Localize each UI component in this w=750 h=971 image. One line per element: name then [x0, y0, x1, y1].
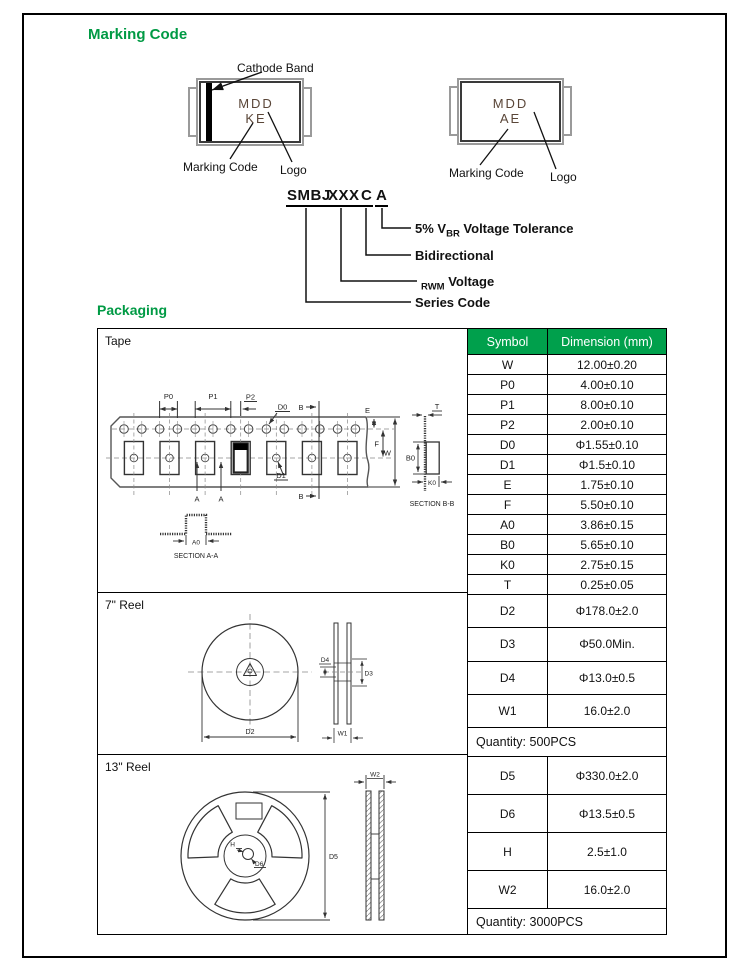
dimension-cell: 2.5±1.0	[587, 844, 627, 859]
dimension-cell: 16.0±2.0	[583, 882, 631, 897]
symbol-cell: P1	[468, 395, 548, 414]
dimension-cell: 2.75±0.15	[580, 557, 634, 572]
tape-label-e: E	[364, 406, 370, 415]
reel7-label-w1: W1	[337, 730, 348, 738]
symbol-cell: F	[468, 495, 548, 514]
dimension-cell: Φ50.0Min.	[579, 637, 635, 652]
tolerance-legend-sub: BR	[446, 228, 460, 240]
left-component-marking-text: KE	[245, 111, 267, 126]
dimension-cell: 8.00±0.10	[580, 397, 634, 412]
tape-rows-section	[468, 354, 666, 594]
table-row	[468, 832, 666, 870]
symbol-cell: D6	[468, 795, 548, 832]
tape-label-t: T	[434, 402, 440, 411]
dimension-table	[467, 328, 667, 935]
table-row	[468, 594, 666, 627]
tape-label-k0: K0	[428, 480, 436, 487]
reel13-label-d6: D6	[255, 861, 264, 868]
tape-label-d1: D1	[276, 471, 286, 480]
symbol-cell: P2	[468, 415, 548, 434]
table-row	[468, 694, 666, 727]
marking-connector-lines	[0, 0, 750, 320]
left-logo-label: Logo	[280, 163, 307, 177]
reel7-diagram	[98, 593, 467, 754]
tape-label-a-left: A	[194, 494, 200, 504]
tape-label-d0: D0	[277, 402, 288, 412]
left-marking-code-label: Marking Code	[183, 160, 258, 174]
symbol-cell: B0	[468, 535, 548, 554]
table-row	[468, 494, 666, 514]
tape-label-a0: A0	[192, 539, 200, 547]
reel7-rows-section	[468, 594, 666, 727]
table-row	[468, 870, 666, 908]
reel13-cell	[97, 754, 468, 935]
symbol-cell: D1	[468, 455, 548, 474]
table-row	[468, 574, 666, 594]
tape-label-section-aa: SECTION A-A	[173, 553, 219, 560]
table-row	[468, 514, 666, 534]
symbol-cell: W	[468, 355, 548, 374]
tape-label-b-top: B	[298, 403, 304, 412]
symbol-cell: K0	[468, 555, 548, 574]
symbol-cell: W1	[468, 695, 548, 727]
symbol-cell: W2	[468, 871, 548, 908]
table-row	[468, 474, 666, 494]
cathode-band-label: Cathode Band	[237, 61, 314, 75]
part-number-voltage: XXX	[327, 187, 361, 207]
table-row	[468, 534, 666, 554]
tape-cell	[97, 328, 468, 593]
symbol-cell: T	[468, 575, 548, 594]
symbol-cell: P0	[468, 375, 548, 394]
dimension-cell: Φ13.0±0.5	[578, 670, 636, 685]
table-row	[468, 394, 666, 414]
dimension-table-header	[468, 329, 666, 354]
reel13-rows-section	[468, 756, 666, 908]
tape-label-a-right: A	[218, 494, 224, 504]
tape-label-w: W	[383, 448, 391, 458]
dimension-cell: 1.75±0.10	[580, 477, 634, 492]
right-component-logo-text: MDD	[492, 95, 529, 111]
reel7-cell	[97, 592, 468, 755]
symbol-cell: D3	[468, 628, 548, 660]
voltage-legend-sub: RWM	[421, 281, 445, 293]
dimension-cell: 16.0±2.0	[583, 703, 631, 718]
dimension-cell: 3.86±0.15	[580, 517, 634, 532]
part-number-series: SMBJ	[286, 187, 332, 207]
table-row	[468, 554, 666, 574]
symbol-cell: D4	[468, 662, 548, 694]
cathode-band-arrow	[212, 72, 262, 90]
dimension-cell: Φ1.5±0.10	[578, 457, 636, 472]
dimension-cell: Φ1.55±0.10	[575, 437, 639, 452]
symbol-cell: D2	[468, 595, 548, 627]
symbol-cell: E	[468, 475, 548, 494]
symbol-cell: D5	[468, 757, 548, 794]
symbol-cell: H	[468, 833, 548, 870]
tolerance-legend-prefix: 5% V	[415, 221, 447, 236]
reel13-label-d5: D5	[329, 854, 338, 861]
marking-code-title: Marking Code	[88, 26, 188, 43]
table-row	[468, 794, 666, 832]
dimension-cell: 0.25±0.05	[580, 577, 634, 592]
reel13-diagram	[98, 755, 467, 934]
table-row	[468, 454, 666, 474]
reel7-label-d2: D2	[245, 729, 255, 736]
tape-diagram	[98, 329, 467, 592]
tape-label-b0: B0	[405, 453, 415, 463]
dimension-cell: Φ178.0±2.0	[575, 604, 639, 619]
table-row	[468, 756, 666, 794]
dimension-cell: 2.00±0.10	[580, 417, 634, 432]
tape-cell-title: Tape	[105, 334, 132, 348]
tolerance-legend-suffix: Voltage Tolerance	[459, 221, 574, 236]
reel13-label-w2: W2	[370, 771, 380, 779]
dimension-cell: Φ330.0±2.0	[575, 768, 639, 783]
table-row	[468, 374, 666, 394]
tape-label-b-bottom: B	[298, 492, 304, 501]
tape-label-p1: P1	[208, 392, 218, 401]
dimension-cell: 12.00±0.20	[577, 357, 637, 372]
symbol-cell: D0	[468, 435, 548, 454]
reel13-label-h: H	[230, 841, 235, 849]
table-row	[468, 354, 666, 374]
tape-label-p2: P2	[245, 392, 256, 402]
table-row	[468, 627, 666, 660]
reel7-label-d4: D4	[320, 657, 330, 664]
left-component-logo-text: MDD	[238, 96, 274, 112]
table-row	[468, 434, 666, 454]
dimension-cell: 5.65±0.10	[580, 537, 634, 552]
tape-label-f: F	[374, 439, 379, 449]
symbol-header-cell: Symbol	[468, 329, 548, 354]
reel7-label-d3: D3	[364, 670, 373, 678]
reel13-quantity-row: Quantity: 3000PCS	[468, 908, 666, 935]
right-marking-code-label: Marking Code	[449, 166, 524, 180]
right-component-marking-text: AE	[499, 110, 522, 126]
tape-label-section-bb: SECTION B-B	[409, 501, 455, 508]
packaging-title: Packaging	[97, 302, 168, 318]
dimension-cell: 4.00±0.10	[580, 377, 634, 392]
voltage-legend-suffix: Voltage	[444, 274, 495, 289]
tape-label-p0: P0	[163, 392, 174, 401]
part-number-tolerance: A	[375, 187, 388, 207]
reel7-quantity-row: Quantity: 500PCS	[468, 727, 666, 756]
part-number-bidirectional: C	[360, 187, 373, 207]
dimension-header-cell: Dimension (mm)	[561, 334, 653, 349]
table-row	[468, 414, 666, 434]
reel7-cell-title: 7" Reel	[105, 598, 144, 612]
dimension-cell: Φ13.5±0.5	[578, 806, 636, 821]
symbol-cell: A0	[468, 515, 548, 534]
reel13-cell-title: 13" Reel	[105, 760, 151, 774]
right-logo-label: Logo	[550, 170, 577, 184]
dimension-cell: 5.50±0.10	[580, 497, 634, 512]
series-legend-label: Series Code	[415, 295, 491, 310]
table-row	[468, 661, 666, 694]
bidirectional-legend-label: Bidirectional	[415, 248, 494, 263]
